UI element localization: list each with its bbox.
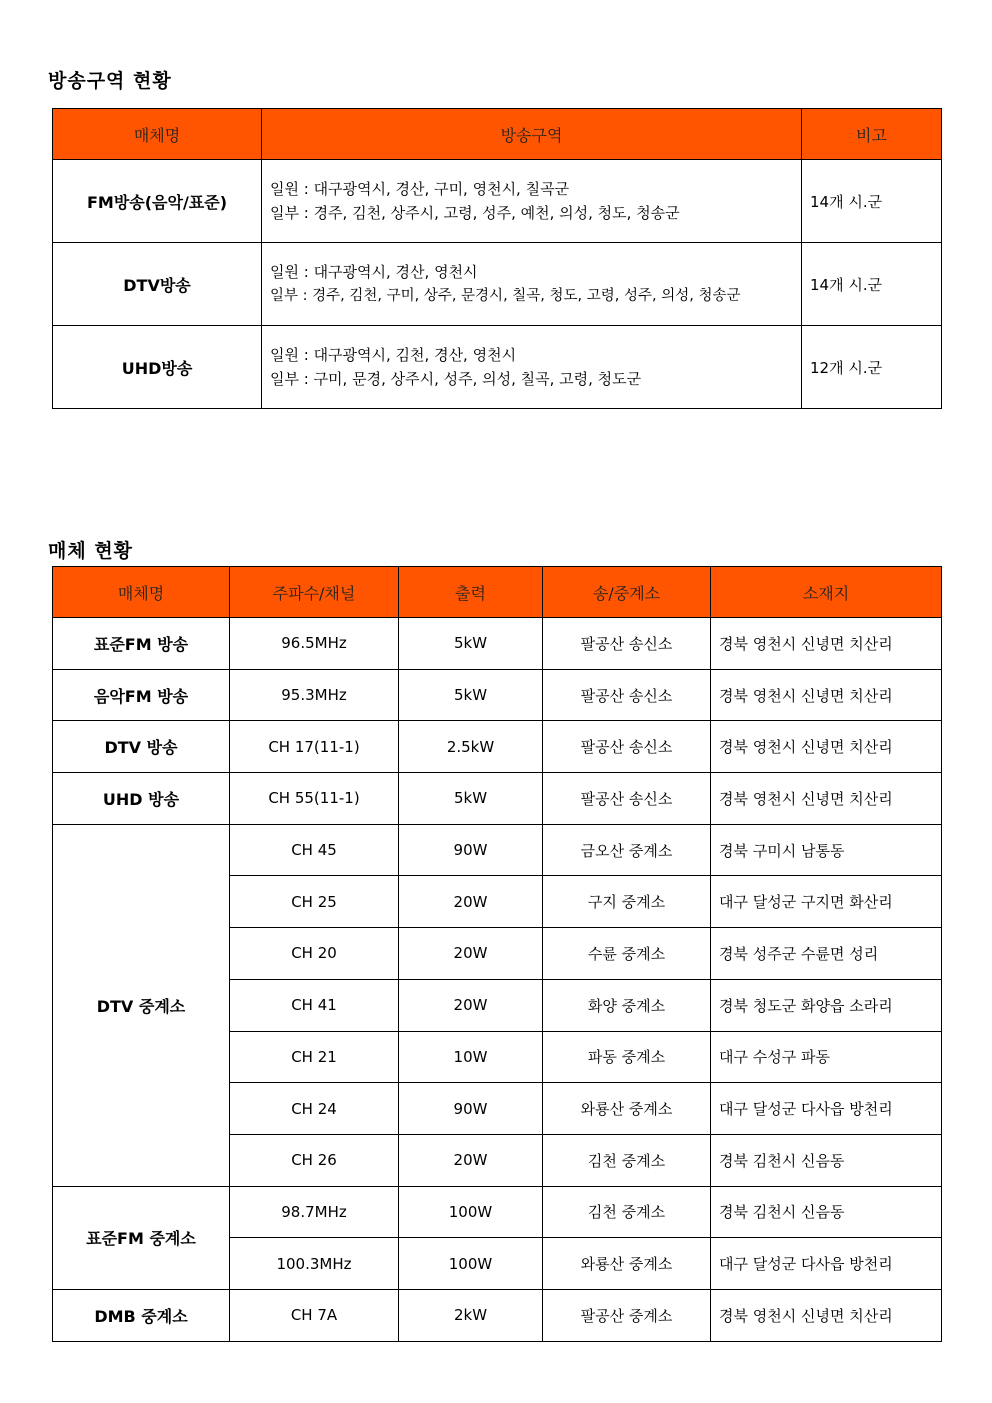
station: 화양 중계소	[543, 979, 711, 1031]
header-frequency: 주파수/채널	[230, 567, 399, 618]
table-row	[53, 243, 942, 326]
location: 대구 수성구 파동	[711, 1031, 942, 1083]
broadcast-area-title: 방송구역 현황	[48, 70, 172, 92]
location: 경북 구미시 남통동	[711, 824, 942, 876]
table-header-row	[53, 567, 942, 618]
header-station: 송/중계소	[543, 567, 711, 618]
media-status-table	[52, 566, 942, 1342]
station: 김천 중계소	[543, 1186, 711, 1238]
power: 5kW	[399, 773, 543, 825]
area-full: 일원 : 대구광역시, 경산, 영천시	[270, 263, 478, 281]
media-name: UHD방송	[53, 326, 262, 409]
power: 2kW	[399, 1289, 543, 1341]
station: 팔공산 송신소	[543, 669, 711, 721]
station: 팔공산 송신소	[543, 721, 711, 773]
location: 경북 영천시 신녕면 치산리	[711, 721, 942, 773]
media-name: 표준FM 방송	[53, 618, 230, 670]
station: 구지 중계소	[543, 876, 711, 928]
table-row	[53, 1289, 942, 1341]
media-name: DTV방송	[53, 243, 262, 326]
table-row	[53, 824, 942, 876]
power: 90W	[399, 1083, 543, 1135]
location: 경북 영천시 신녕면 치산리	[711, 1289, 942, 1341]
frequency: CH 20	[230, 928, 399, 980]
power: 5kW	[399, 618, 543, 670]
table-row	[53, 669, 942, 721]
power: 20W	[399, 1134, 543, 1186]
media-name: 표준FM 중계소	[53, 1186, 230, 1289]
frequency: CH 7A	[230, 1289, 399, 1341]
station: 와룡산 중계소	[543, 1238, 711, 1290]
table-row	[53, 1186, 942, 1238]
frequency: 100.3MHz	[230, 1238, 399, 1290]
location: 대구 달성군 다사읍 방천리	[711, 1083, 942, 1135]
power: 20W	[399, 928, 543, 980]
station: 팔공산 송신소	[543, 773, 711, 825]
frequency: CH 24	[230, 1083, 399, 1135]
location: 경북 영천시 신녕면 치산리	[711, 773, 942, 825]
frequency: CH 55(11-1)	[230, 773, 399, 825]
broadcast-area	[262, 243, 802, 326]
table-row	[53, 160, 942, 243]
location: 대구 달성군 구지면 화산리	[711, 876, 942, 928]
frequency: CH 25	[230, 876, 399, 928]
station: 수륜 중계소	[543, 928, 711, 980]
location: 경북 영천시 신녕면 치산리	[711, 669, 942, 721]
broadcast-area	[262, 160, 802, 243]
frequency: CH 17(11-1)	[230, 721, 399, 773]
power: 5kW	[399, 669, 543, 721]
frequency: 98.7MHz	[230, 1186, 399, 1238]
area-partial: 일부 : 경주, 김천, 구미, 상주, 문경시, 칠곡, 청도, 고령, 성주, 의성, 청송군	[270, 288, 741, 304]
station: 팔공산 중계소	[543, 1289, 711, 1341]
area-partial: 일부 : 경주, 김천, 상주시, 고령, 성주, 예천, 의성, 청도, 청송군	[270, 204, 680, 222]
frequency: CH 41	[230, 979, 399, 1031]
media-name: DTV 중계소	[53, 824, 230, 1186]
table-row	[53, 618, 942, 670]
power: 20W	[399, 979, 543, 1031]
media-name: FM방송(음악/표준)	[53, 160, 262, 243]
power: 90W	[399, 824, 543, 876]
media-name: DTV 방송	[53, 721, 230, 773]
location: 경북 김천시 신음동	[711, 1134, 942, 1186]
power: 10W	[399, 1031, 543, 1083]
note: 12개 시.군	[802, 326, 942, 409]
location: 경북 영천시 신녕면 치산리	[711, 618, 942, 670]
table-header-row	[53, 109, 942, 160]
media-name: UHD 방송	[53, 773, 230, 825]
header-note: 비고	[802, 109, 942, 160]
media-status-title: 매체 현황	[48, 540, 134, 562]
area-full: 일원 : 대구광역시, 김천, 경산, 영천시	[270, 346, 517, 364]
power: 2.5kW	[399, 721, 543, 773]
frequency: CH 45	[230, 824, 399, 876]
station: 와룡산 중계소	[543, 1083, 711, 1135]
table-row	[53, 326, 942, 409]
frequency: CH 21	[230, 1031, 399, 1083]
area-partial: 일부 : 구미, 문경, 상주시, 성주, 의성, 칠곡, 고령, 청도군	[270, 370, 642, 388]
broadcast-area-table	[52, 108, 942, 409]
location: 경북 성주군 수륜면 성리	[711, 928, 942, 980]
location: 경북 김천시 신음동	[711, 1186, 942, 1238]
power: 20W	[399, 876, 543, 928]
header-broadcast-area: 방송구역	[262, 109, 802, 160]
power: 100W	[399, 1186, 543, 1238]
note: 14개 시.군	[802, 160, 942, 243]
location: 대구 달성군 다사읍 방천리	[711, 1238, 942, 1290]
frequency: 95.3MHz	[230, 669, 399, 721]
table-row	[53, 721, 942, 773]
area-full: 일원 : 대구광역시, 경산, 구미, 영천시, 칠곡군	[270, 180, 570, 198]
broadcast-area	[262, 326, 802, 409]
table-row	[53, 773, 942, 825]
header-media-name: 매체명	[53, 567, 230, 618]
station: 팔공산 송신소	[543, 618, 711, 670]
note: 14개 시.군	[802, 243, 942, 326]
power: 100W	[399, 1238, 543, 1290]
media-name: DMB 중계소	[53, 1289, 230, 1341]
media-name: 음악FM 방송	[53, 669, 230, 721]
station: 김천 중계소	[543, 1134, 711, 1186]
frequency: 96.5MHz	[230, 618, 399, 670]
station: 금오산 중계소	[543, 824, 711, 876]
header-location: 소재지	[711, 567, 942, 618]
header-media-name: 매체명	[53, 109, 262, 160]
station: 파동 중계소	[543, 1031, 711, 1083]
header-power: 출력	[399, 567, 543, 618]
location: 경북 청도군 화양읍 소라리	[711, 979, 942, 1031]
frequency: CH 26	[230, 1134, 399, 1186]
